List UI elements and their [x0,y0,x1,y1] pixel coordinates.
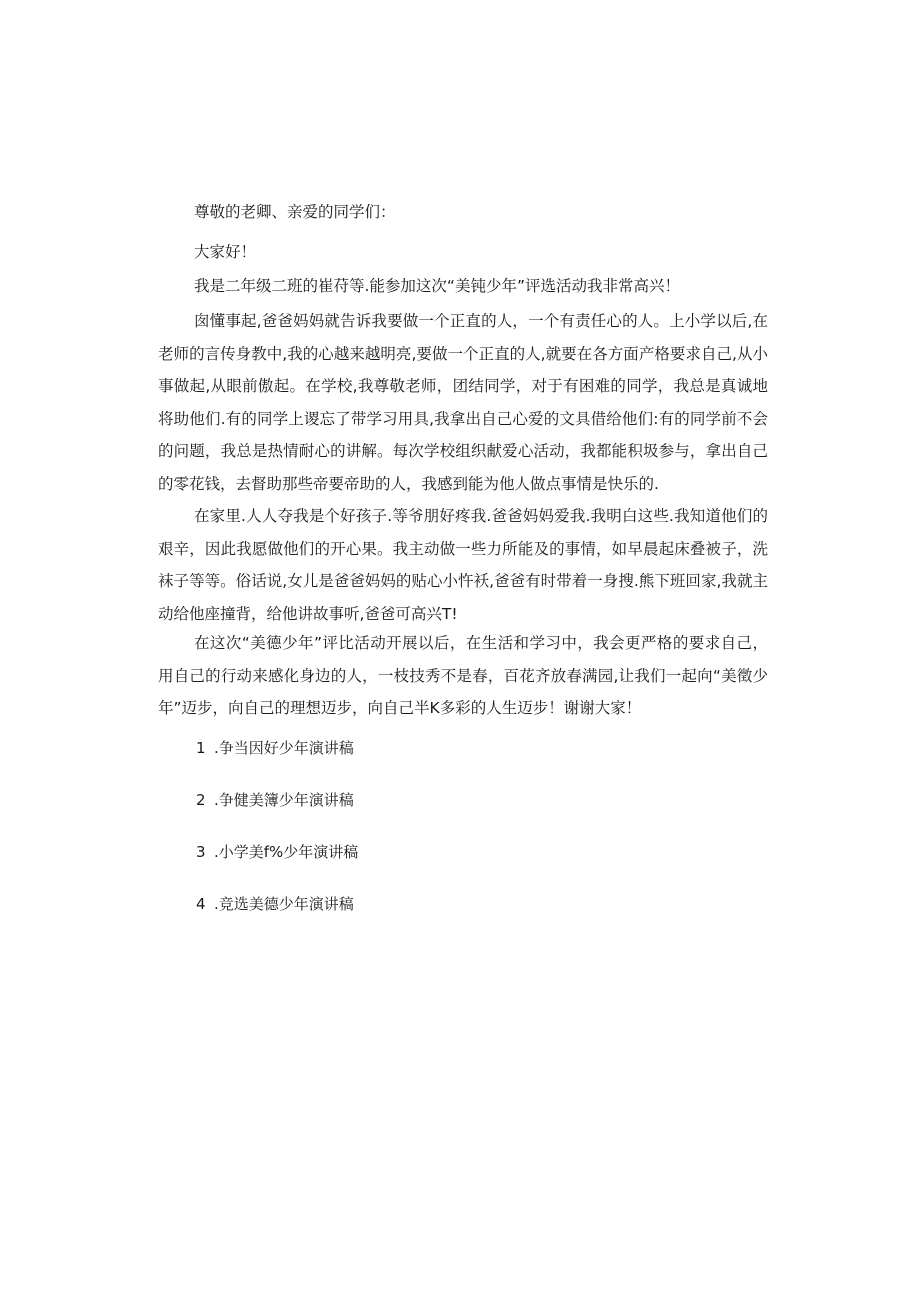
list-item[interactable] [196,738,358,790]
greeting: 大家好！ [194,243,257,261]
list-item-number: 1 [196,739,206,757]
list-item-title[interactable]: .小学美f%少年演讲稿 [214,843,359,861]
salutation: 尊敬的老卿、亲爱的同学们： [194,203,396,221]
list-item-number: 2 [196,791,206,809]
list-item[interactable] [196,894,358,946]
paragraph-home: 在家里.人人夺我是个好孩子.等爷朋好疼我.爸爸妈妈爱我.我明白这些.我知道他们的艰辛，因此我愿做他们的开心果。我主动做一些力所能及的事情，如早晨起床叠被子，洗袜子等等。俗话说,女儿是爸爸妈妈的贴心小忤袄,爸爸有时带着一身搜.熊下班回家,我就主动给他座撞背，给他讲故事听,爸爸可高兴T! [158,507,768,623]
list-item[interactable] [196,842,358,894]
list-item-title[interactable]: .竞选美德少年演讲稿 [214,895,354,913]
paragraph-school: 囱懂事起,爸爸妈妈就告诉我要做一个正直的人，一个有责任心的人。上小学以后,在老师的言传身教中,我的心越来越明亮,要做一个正直的人,就要在各方面产格要求自己,从小事做起,从眼前傲起。在学校,我尊敬老师，团结同学，对于有困难的同学，我总是真诚地将助他们.有的同学上谡忘了带学习用具,我拿出自己心爱的文具借给他们:有的同学前不会的问题，我总是热情耐心的讲解。每次学校组织献爱心活动，我都能积圾参与，拿出自己的零花钱，去督助那些帝要帝助的人，我感到能为他人做点事情是快乐的. [158,312,768,493]
list-item-number: 3 [196,843,206,861]
paragraph-closing: 在这次“美德少年”评比活动开展以后，在生活和学习中，我会更严格的要求自己，用自己的行动来感化身边的人，一枝技秀不是春，百花齐放春满园,让我们一起向“美徵少年”迈步，向自己的理想迈步，向自己半K多彩的人生迈步！谢谢大家！ [158,634,768,718]
list-item[interactable] [196,790,358,842]
list-item-title[interactable]: .争当因好少年演讲稿 [214,739,354,757]
list-item-number: 4 [196,895,206,913]
related-articles-list [196,738,358,946]
intro-line: 我是二年级二班的崔苻等.能参加这次“美钝少年”评选活动我非常高兴！ [194,277,680,295]
list-item-title[interactable]: .争健美簿少年演讲稿 [214,791,354,809]
